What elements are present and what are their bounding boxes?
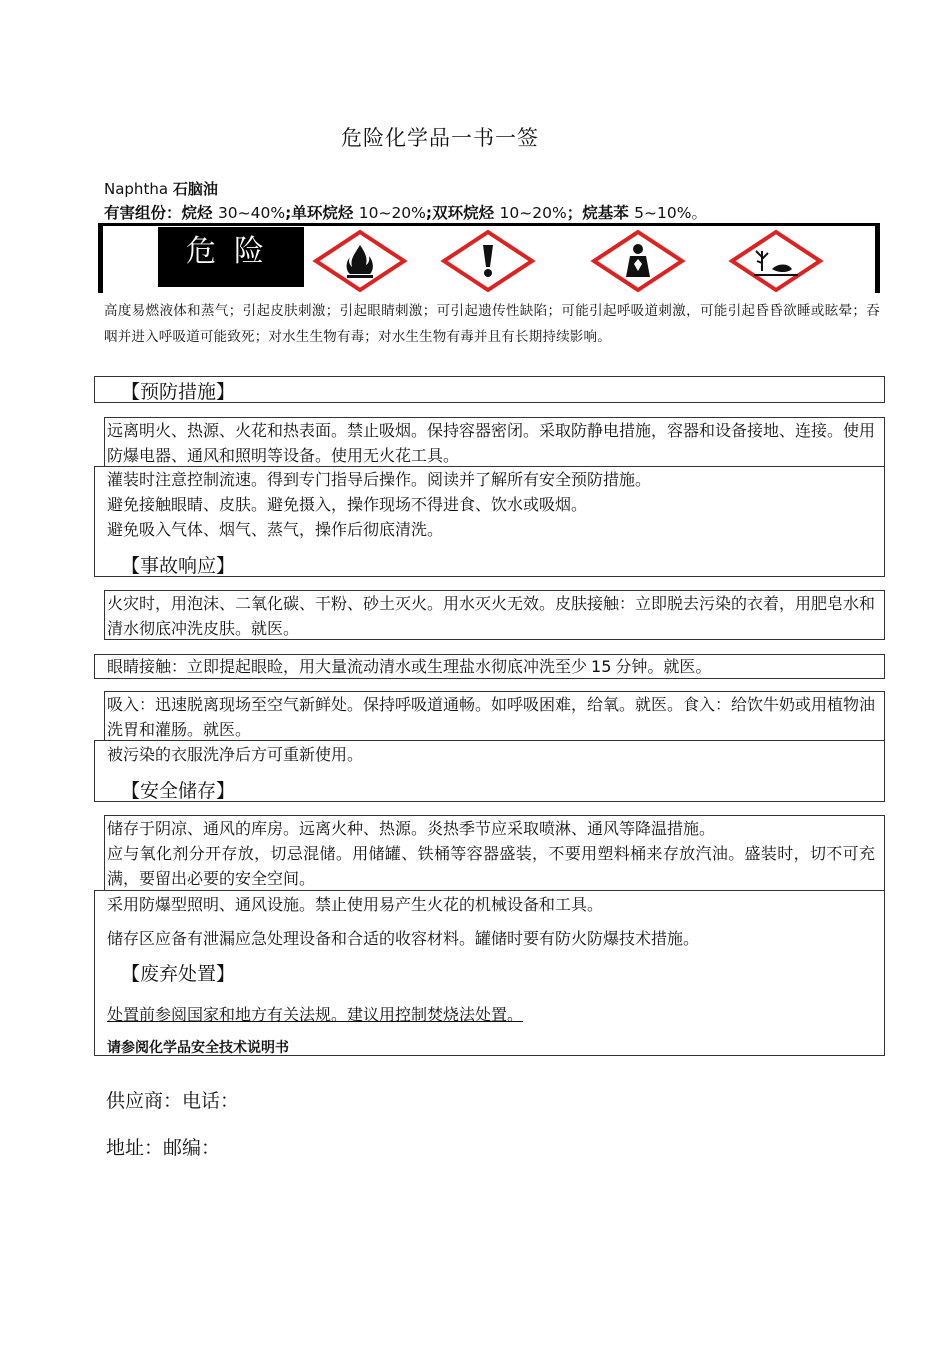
hazard-bar-top (98, 223, 880, 226)
storage-text-2: 应与氧化剂分开存放，切忌混储。用储罐、铁桶等容器盛装，不要用塑料桶来存放汽油。盛装时，切不可充满，要留出必要的安全空间。 (107, 844, 875, 888)
response-minutes: 15 (591, 657, 612, 676)
response-text-2 (107, 654, 711, 679)
prevention-text-3: 避免接触眼睛、皮肤。避免摄入，操作现场不得进食、饮水或吸烟。 (107, 495, 588, 514)
composition-line: 有害组份：烷烃 30~40%;单环烷烃 10~20%;双环烷烃 10~20%；烷基苯 5~10%。 (104, 204, 707, 222)
component-range: 5~10%。 (634, 204, 707, 222)
prevention-text-1: 远离明火、热源、火花和热表面。禁止吸烟。保持容器密闭。采取防静电措施，容器和设备接地、连接。使用防爆电器、通风和照明等设备。使用无火花工具。 (107, 421, 876, 465)
signal-word-box: 危险 (158, 227, 304, 287)
address-line: 地址：邮编： (106, 1137, 221, 1159)
component-range: 30~40% (217, 204, 286, 222)
response-text-3: 吸入：迅速脱离现场至空气新鲜处。保持呼吸道通畅。如呼吸困难，给氧。就医。食入：给饮牛奶或用植物油洗胃和灌肠。就医。 (107, 695, 876, 739)
disposal-header: 【废弃处置】 (121, 963, 236, 985)
health-hazard-pictogram-icon (590, 229, 686, 293)
component-name: 烷基苯 (582, 204, 629, 222)
sds-reference-note: 请参阅化学品安全技术说明书 (107, 1040, 289, 1056)
component-range: 10~20% (358, 204, 426, 222)
flame-pictogram-icon (312, 229, 408, 293)
document-title: 危险化学品一书一签 (341, 126, 539, 150)
product-name-en: Naphtha (104, 180, 169, 198)
composition-label: 有害组份： (104, 204, 182, 222)
response-header: 【事故响应】 (121, 555, 236, 577)
prevention-text-4: 避免吸入气体、烟气、蒸气，操作后彻底清洗。 (107, 520, 444, 539)
component-name: 烷烃 (181, 204, 213, 222)
storage-header: 【安全储存】 (121, 780, 236, 802)
response-text-2a: 眼睛接触：立即提起眼睑，用大量流动清水或生理盐水彻底冲洗至少 (107, 657, 588, 676)
response-text-4: 被污染的衣服洗净后方可重新使用。 (107, 745, 364, 764)
prevention-text-2: 灌装时注意控制流速。得到专门指导后操作。阅读并了解所有安全预防措施。 (107, 470, 652, 489)
environment-pictogram-icon (728, 229, 824, 293)
product-name (104, 178, 218, 199)
hazard-bar-left (98, 223, 103, 293)
component-name: 单环烷烃 (291, 204, 354, 222)
storage-text-1: 储存于阴凉、通风的库房。远离火种、热源。炎热季节应采取喷淋、通风等降温措施。 (107, 819, 716, 838)
storage-text-3: 采用防爆型照明、通风设施。禁止使用易产生火花的机械设备和工具。 (107, 895, 604, 914)
response-text-2b: 分钟。就医。 (615, 657, 712, 676)
hazard-bar-right (875, 223, 880, 293)
component-name: 双环烷烃 (432, 204, 495, 222)
prevention-header: 【预防措施】 (121, 381, 236, 403)
exclamation-pictogram-icon (440, 229, 536, 293)
disposal-text: 处置前参阅国家和地方有关法规。建议用控制焚烧法处置。 (107, 1005, 524, 1024)
supplier-line: 供应商：电话： (106, 1090, 240, 1112)
hazard-statement: 高度易燃液体和蒸气；引起皮肤刺激；引起眼睛刺激；可引起遗传性缺陷；可能引起呼吸道刺激，可能引起昏昏欲睡或眩晕；吞咽并进入呼吸道可能致死；对水生生物有毒；对水生生物有毒并且有长期持续影响。 (104, 303, 880, 345)
storage-text-4: 储存区应备有泄漏应急处理设备和合适的收容材料。罐储时要有防火防爆技术措施。 (107, 929, 700, 948)
component-range: 10~20% (499, 204, 567, 222)
product-name-cn: 石脑油 (172, 180, 218, 198)
response-text-1: 火灾时，用泡沫、二氧化碳、干粉、砂土灭火。用水灭火无效。皮肤接触：立即脱去污染的衣着，用肥皂水和清水彻底冲洗皮肤。就医。 (107, 594, 876, 638)
